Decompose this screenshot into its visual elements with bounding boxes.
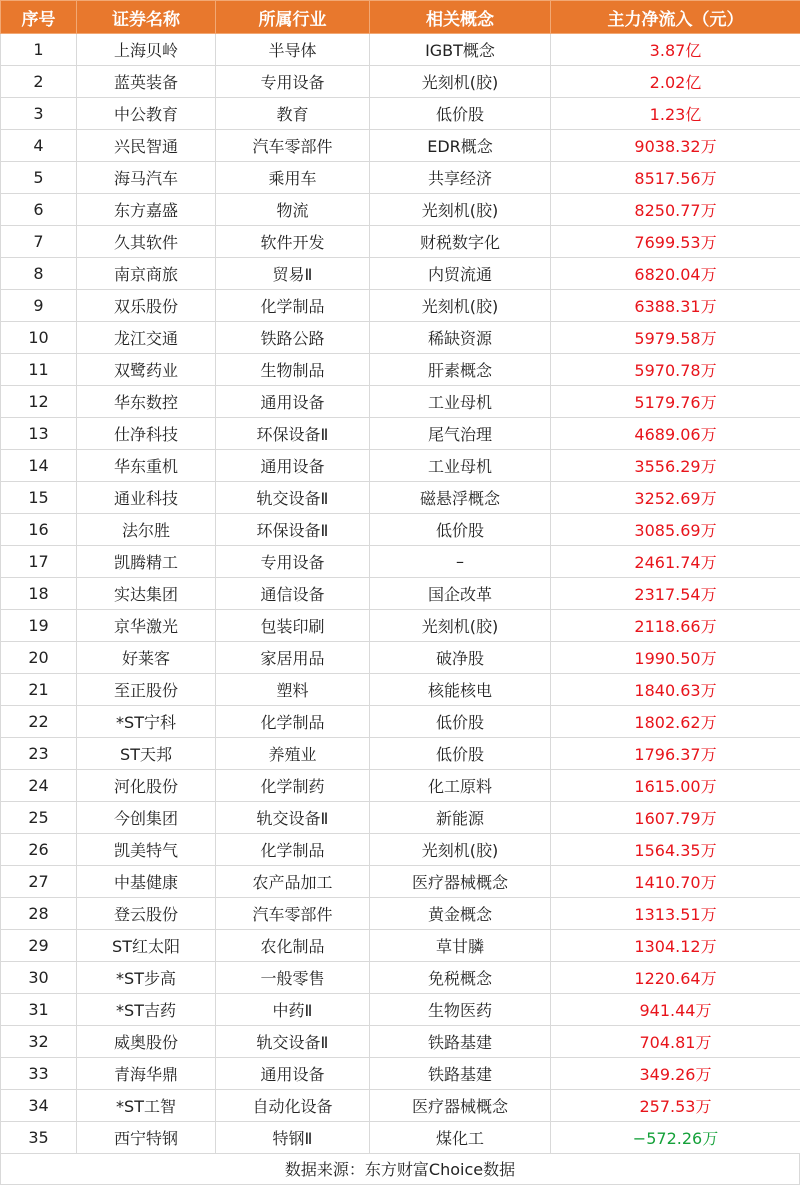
cell-rank: 4 (1, 130, 77, 162)
cell-concept: 财税数字化 (370, 226, 551, 258)
cell-stock-name: 东方嘉盛 (77, 194, 216, 226)
table-row (1, 674, 800, 706)
cell-concept: 工业母机 (370, 386, 551, 418)
cell-rank: 27 (1, 866, 77, 898)
table-row (1, 1026, 800, 1058)
cell-rank: 29 (1, 930, 77, 962)
cell-concept: 光刻机(胶) (370, 610, 551, 642)
cell-net-inflow: 1796.37万 (551, 738, 800, 770)
cell-industry: 乘用车 (216, 162, 370, 194)
cell-concept: 低价股 (370, 98, 551, 130)
table-row (1, 930, 800, 962)
cell-stock-name: 京华激光 (77, 610, 216, 642)
cell-concept: 医疗器械概念 (370, 1090, 551, 1122)
cell-net-inflow: 7699.53万 (551, 226, 800, 258)
cell-net-inflow: 5970.78万 (551, 354, 800, 386)
cell-net-inflow: 1615.00万 (551, 770, 800, 802)
cell-concept: 光刻机(胶) (370, 66, 551, 98)
cell-stock-name: 中公教育 (77, 98, 216, 130)
cell-industry: 农化制品 (216, 930, 370, 962)
header-rank: 序号 (1, 1, 77, 34)
cell-stock-name: 仕净科技 (77, 418, 216, 450)
cell-rank: 24 (1, 770, 77, 802)
table-row (1, 194, 800, 226)
cell-rank: 20 (1, 642, 77, 674)
cell-stock-name: 今创集团 (77, 802, 216, 834)
cell-rank: 7 (1, 226, 77, 258)
cell-stock-name: 华东重机 (77, 450, 216, 482)
table-row (1, 258, 800, 290)
cell-industry: 软件开发 (216, 226, 370, 258)
cell-rank: 33 (1, 1058, 77, 1090)
cell-concept: 核能核电 (370, 674, 551, 706)
cell-net-inflow: 3252.69万 (551, 482, 800, 514)
header-net-inflow: 主力净流入（元） (551, 1, 800, 34)
table-row (1, 706, 800, 738)
cell-rank: 18 (1, 578, 77, 610)
cell-rank: 3 (1, 98, 77, 130)
cell-concept: 低价股 (370, 706, 551, 738)
table-row (1, 1090, 800, 1122)
cell-net-inflow: 1840.63万 (551, 674, 800, 706)
cell-stock-name: *ST步高 (77, 962, 216, 994)
table-row (1, 290, 800, 322)
cell-stock-name: 好莱客 (77, 642, 216, 674)
cell-industry: 专用设备 (216, 66, 370, 98)
cell-stock-name: 通业科技 (77, 482, 216, 514)
table-row (1, 66, 800, 98)
cell-concept: 新能源 (370, 802, 551, 834)
cell-net-inflow: 6820.04万 (551, 258, 800, 290)
cell-stock-name: 久其软件 (77, 226, 216, 258)
cell-rank: 25 (1, 802, 77, 834)
cell-industry: 汽车零部件 (216, 898, 370, 930)
cell-rank: 17 (1, 546, 77, 578)
cell-industry: 教育 (216, 98, 370, 130)
cell-net-inflow: −572.26万 (551, 1122, 800, 1154)
cell-rank: 13 (1, 418, 77, 450)
cell-concept: 肝素概念 (370, 354, 551, 386)
cell-concept: 尾气治理 (370, 418, 551, 450)
cell-net-inflow: 2461.74万 (551, 546, 800, 578)
header-industry: 所属行业 (216, 1, 370, 34)
table-row (1, 866, 800, 898)
table-row (1, 322, 800, 354)
table-row (1, 802, 800, 834)
table-row (1, 898, 800, 930)
cell-industry: 汽车零部件 (216, 130, 370, 162)
cell-industry: 贸易Ⅱ (216, 258, 370, 290)
cell-stock-name: 中基健康 (77, 866, 216, 898)
cell-net-inflow: 8517.56万 (551, 162, 800, 194)
table-row (1, 162, 800, 194)
cell-rank: 15 (1, 482, 77, 514)
cell-stock-name: 凯腾精工 (77, 546, 216, 578)
cell-rank: 10 (1, 322, 77, 354)
cell-net-inflow: 1990.50万 (551, 642, 800, 674)
table-row (1, 514, 800, 546)
header-stock-name: 证券名称 (77, 1, 216, 34)
table-row (1, 1058, 800, 1090)
cell-rank: 34 (1, 1090, 77, 1122)
cell-stock-name: *ST吉药 (77, 994, 216, 1026)
cell-industry: 中药Ⅱ (216, 994, 370, 1026)
cell-stock-name: 法尔胜 (77, 514, 216, 546)
cell-industry: 化学制品 (216, 834, 370, 866)
table-row (1, 354, 800, 386)
cell-industry: 通用设备 (216, 1058, 370, 1090)
cell-net-inflow: 257.53万 (551, 1090, 800, 1122)
cell-stock-name: 登云股份 (77, 898, 216, 930)
table-row (1, 1122, 800, 1154)
cell-net-inflow: 9038.32万 (551, 130, 800, 162)
cell-rank: 21 (1, 674, 77, 706)
cell-rank: 6 (1, 194, 77, 226)
cell-concept: 内贸流通 (370, 258, 551, 290)
cell-stock-name: 南京商旅 (77, 258, 216, 290)
cell-rank: 12 (1, 386, 77, 418)
cell-industry: 通用设备 (216, 386, 370, 418)
table-row (1, 738, 800, 770)
cell-rank: 2 (1, 66, 77, 98)
cell-concept: IGBT概念 (370, 34, 551, 66)
cell-net-inflow: 5979.58万 (551, 322, 800, 354)
cell-rank: 28 (1, 898, 77, 930)
cell-rank: 23 (1, 738, 77, 770)
table-row (1, 226, 800, 258)
cell-industry: 通用设备 (216, 450, 370, 482)
cell-stock-name: 河化股份 (77, 770, 216, 802)
cell-net-inflow: 6388.31万 (551, 290, 800, 322)
cell-concept: 黄金概念 (370, 898, 551, 930)
cell-net-inflow: 8250.77万 (551, 194, 800, 226)
cell-rank: 14 (1, 450, 77, 482)
table-row (1, 962, 800, 994)
cell-concept: EDR概念 (370, 130, 551, 162)
table-row (1, 834, 800, 866)
table-body (1, 34, 800, 1154)
table-row (1, 642, 800, 674)
cell-stock-name: 龙江交通 (77, 322, 216, 354)
cell-stock-name: 双鹭药业 (77, 354, 216, 386)
cell-concept: 草甘膦 (370, 930, 551, 962)
cell-industry: 养殖业 (216, 738, 370, 770)
cell-rank: 31 (1, 994, 77, 1026)
cell-stock-name: 海马汽车 (77, 162, 216, 194)
cell-industry: 铁路公路 (216, 322, 370, 354)
cell-concept: 免税概念 (370, 962, 551, 994)
cell-stock-name: 蓝英装备 (77, 66, 216, 98)
cell-industry: 半导体 (216, 34, 370, 66)
table-row (1, 994, 800, 1026)
cell-industry: 通信设备 (216, 578, 370, 610)
cell-concept: 共享经济 (370, 162, 551, 194)
cell-net-inflow: 704.81万 (551, 1026, 800, 1058)
cell-net-inflow: 349.26万 (551, 1058, 800, 1090)
cell-industry: 化学制药 (216, 770, 370, 802)
cell-industry: 轨交设备Ⅱ (216, 802, 370, 834)
cell-net-inflow: 4689.06万 (551, 418, 800, 450)
table-row (1, 610, 800, 642)
cell-industry: 物流 (216, 194, 370, 226)
cell-concept: 光刻机(胶) (370, 290, 551, 322)
cell-industry: 一般零售 (216, 962, 370, 994)
cell-concept: 化工原料 (370, 770, 551, 802)
cell-net-inflow: 3556.29万 (551, 450, 800, 482)
cell-stock-name: 至正股份 (77, 674, 216, 706)
cell-concept: 生物医药 (370, 994, 551, 1026)
cell-stock-name: 兴民智通 (77, 130, 216, 162)
cell-concept: 稀缺资源 (370, 322, 551, 354)
cell-stock-name: 双乐股份 (77, 290, 216, 322)
cell-rank: 32 (1, 1026, 77, 1058)
cell-stock-name: *ST工智 (77, 1090, 216, 1122)
cell-stock-name: 威奥股份 (77, 1026, 216, 1058)
cell-rank: 19 (1, 610, 77, 642)
cell-stock-name: 实达集团 (77, 578, 216, 610)
cell-concept: 低价股 (370, 738, 551, 770)
cell-industry: 塑料 (216, 674, 370, 706)
table-row (1, 418, 800, 450)
table-row (1, 98, 800, 130)
cell-concept: – (370, 546, 551, 578)
cell-stock-name: 西宁特钢 (77, 1122, 216, 1154)
cell-concept: 铁路基建 (370, 1026, 551, 1058)
cell-rank: 35 (1, 1122, 77, 1154)
cell-industry: 生物制品 (216, 354, 370, 386)
cell-industry: 特钢Ⅱ (216, 1122, 370, 1154)
cell-industry: 轨交设备Ⅱ (216, 482, 370, 514)
cell-rank: 26 (1, 834, 77, 866)
cell-industry: 家居用品 (216, 642, 370, 674)
cell-rank: 8 (1, 258, 77, 290)
cell-concept: 光刻机(胶) (370, 194, 551, 226)
cell-net-inflow: 1410.70万 (551, 866, 800, 898)
table-row (1, 386, 800, 418)
cell-net-inflow: 941.44万 (551, 994, 800, 1026)
cell-rank: 5 (1, 162, 77, 194)
cell-stock-name: *ST宁科 (77, 706, 216, 738)
cell-industry: 化学制品 (216, 290, 370, 322)
table-row (1, 34, 800, 66)
table-row (1, 130, 800, 162)
cell-industry: 包装印刷 (216, 610, 370, 642)
cell-net-inflow: 1564.35万 (551, 834, 800, 866)
cell-industry: 轨交设备Ⅱ (216, 1026, 370, 1058)
cell-stock-name: 华东数控 (77, 386, 216, 418)
cell-stock-name: 上海贝岭 (77, 34, 216, 66)
table-row (1, 578, 800, 610)
cell-stock-name: 凯美特气 (77, 834, 216, 866)
cell-stock-name: ST天邦 (77, 738, 216, 770)
cell-net-inflow: 1802.62万 (551, 706, 800, 738)
cell-rank: 16 (1, 514, 77, 546)
cell-net-inflow: 1607.79万 (551, 802, 800, 834)
cell-net-inflow: 1.23亿 (551, 98, 800, 130)
table-row (1, 770, 800, 802)
data-source-note: 数据来源：东方财富Choice数据 (0, 1154, 800, 1185)
cell-rank: 1 (1, 34, 77, 66)
cell-net-inflow: 1220.64万 (551, 962, 800, 994)
cell-rank: 30 (1, 962, 77, 994)
cell-concept: 破净股 (370, 642, 551, 674)
cell-net-inflow: 1313.51万 (551, 898, 800, 930)
cell-rank: 9 (1, 290, 77, 322)
cell-stock-name: 青海华鼎 (77, 1058, 216, 1090)
cell-industry: 环保设备Ⅱ (216, 418, 370, 450)
cell-concept: 铁路基建 (370, 1058, 551, 1090)
cell-net-inflow: 2.02亿 (551, 66, 800, 98)
cell-concept: 低价股 (370, 514, 551, 546)
cell-net-inflow: 3.87亿 (551, 34, 800, 66)
cell-concept: 磁悬浮概念 (370, 482, 551, 514)
cell-rank: 11 (1, 354, 77, 386)
cell-concept: 国企改革 (370, 578, 551, 610)
cell-stock-name: ST红太阳 (77, 930, 216, 962)
cell-industry: 专用设备 (216, 546, 370, 578)
cell-industry: 自动化设备 (216, 1090, 370, 1122)
cell-net-inflow: 3085.69万 (551, 514, 800, 546)
table-row (1, 482, 800, 514)
cell-concept: 医疗器械概念 (370, 866, 551, 898)
cell-concept: 光刻机(胶) (370, 834, 551, 866)
table-row (1, 450, 800, 482)
cell-industry: 农产品加工 (216, 866, 370, 898)
cell-net-inflow: 2317.54万 (551, 578, 800, 610)
header-concept: 相关概念 (370, 1, 551, 34)
cell-net-inflow: 2118.66万 (551, 610, 800, 642)
table-row (1, 546, 800, 578)
cell-net-inflow: 1304.12万 (551, 930, 800, 962)
table-header-row (1, 1, 800, 34)
cell-rank: 22 (1, 706, 77, 738)
cell-concept: 煤化工 (370, 1122, 551, 1154)
cell-net-inflow: 5179.76万 (551, 386, 800, 418)
cell-industry: 化学制品 (216, 706, 370, 738)
cell-concept: 工业母机 (370, 450, 551, 482)
cell-industry: 环保设备Ⅱ (216, 514, 370, 546)
